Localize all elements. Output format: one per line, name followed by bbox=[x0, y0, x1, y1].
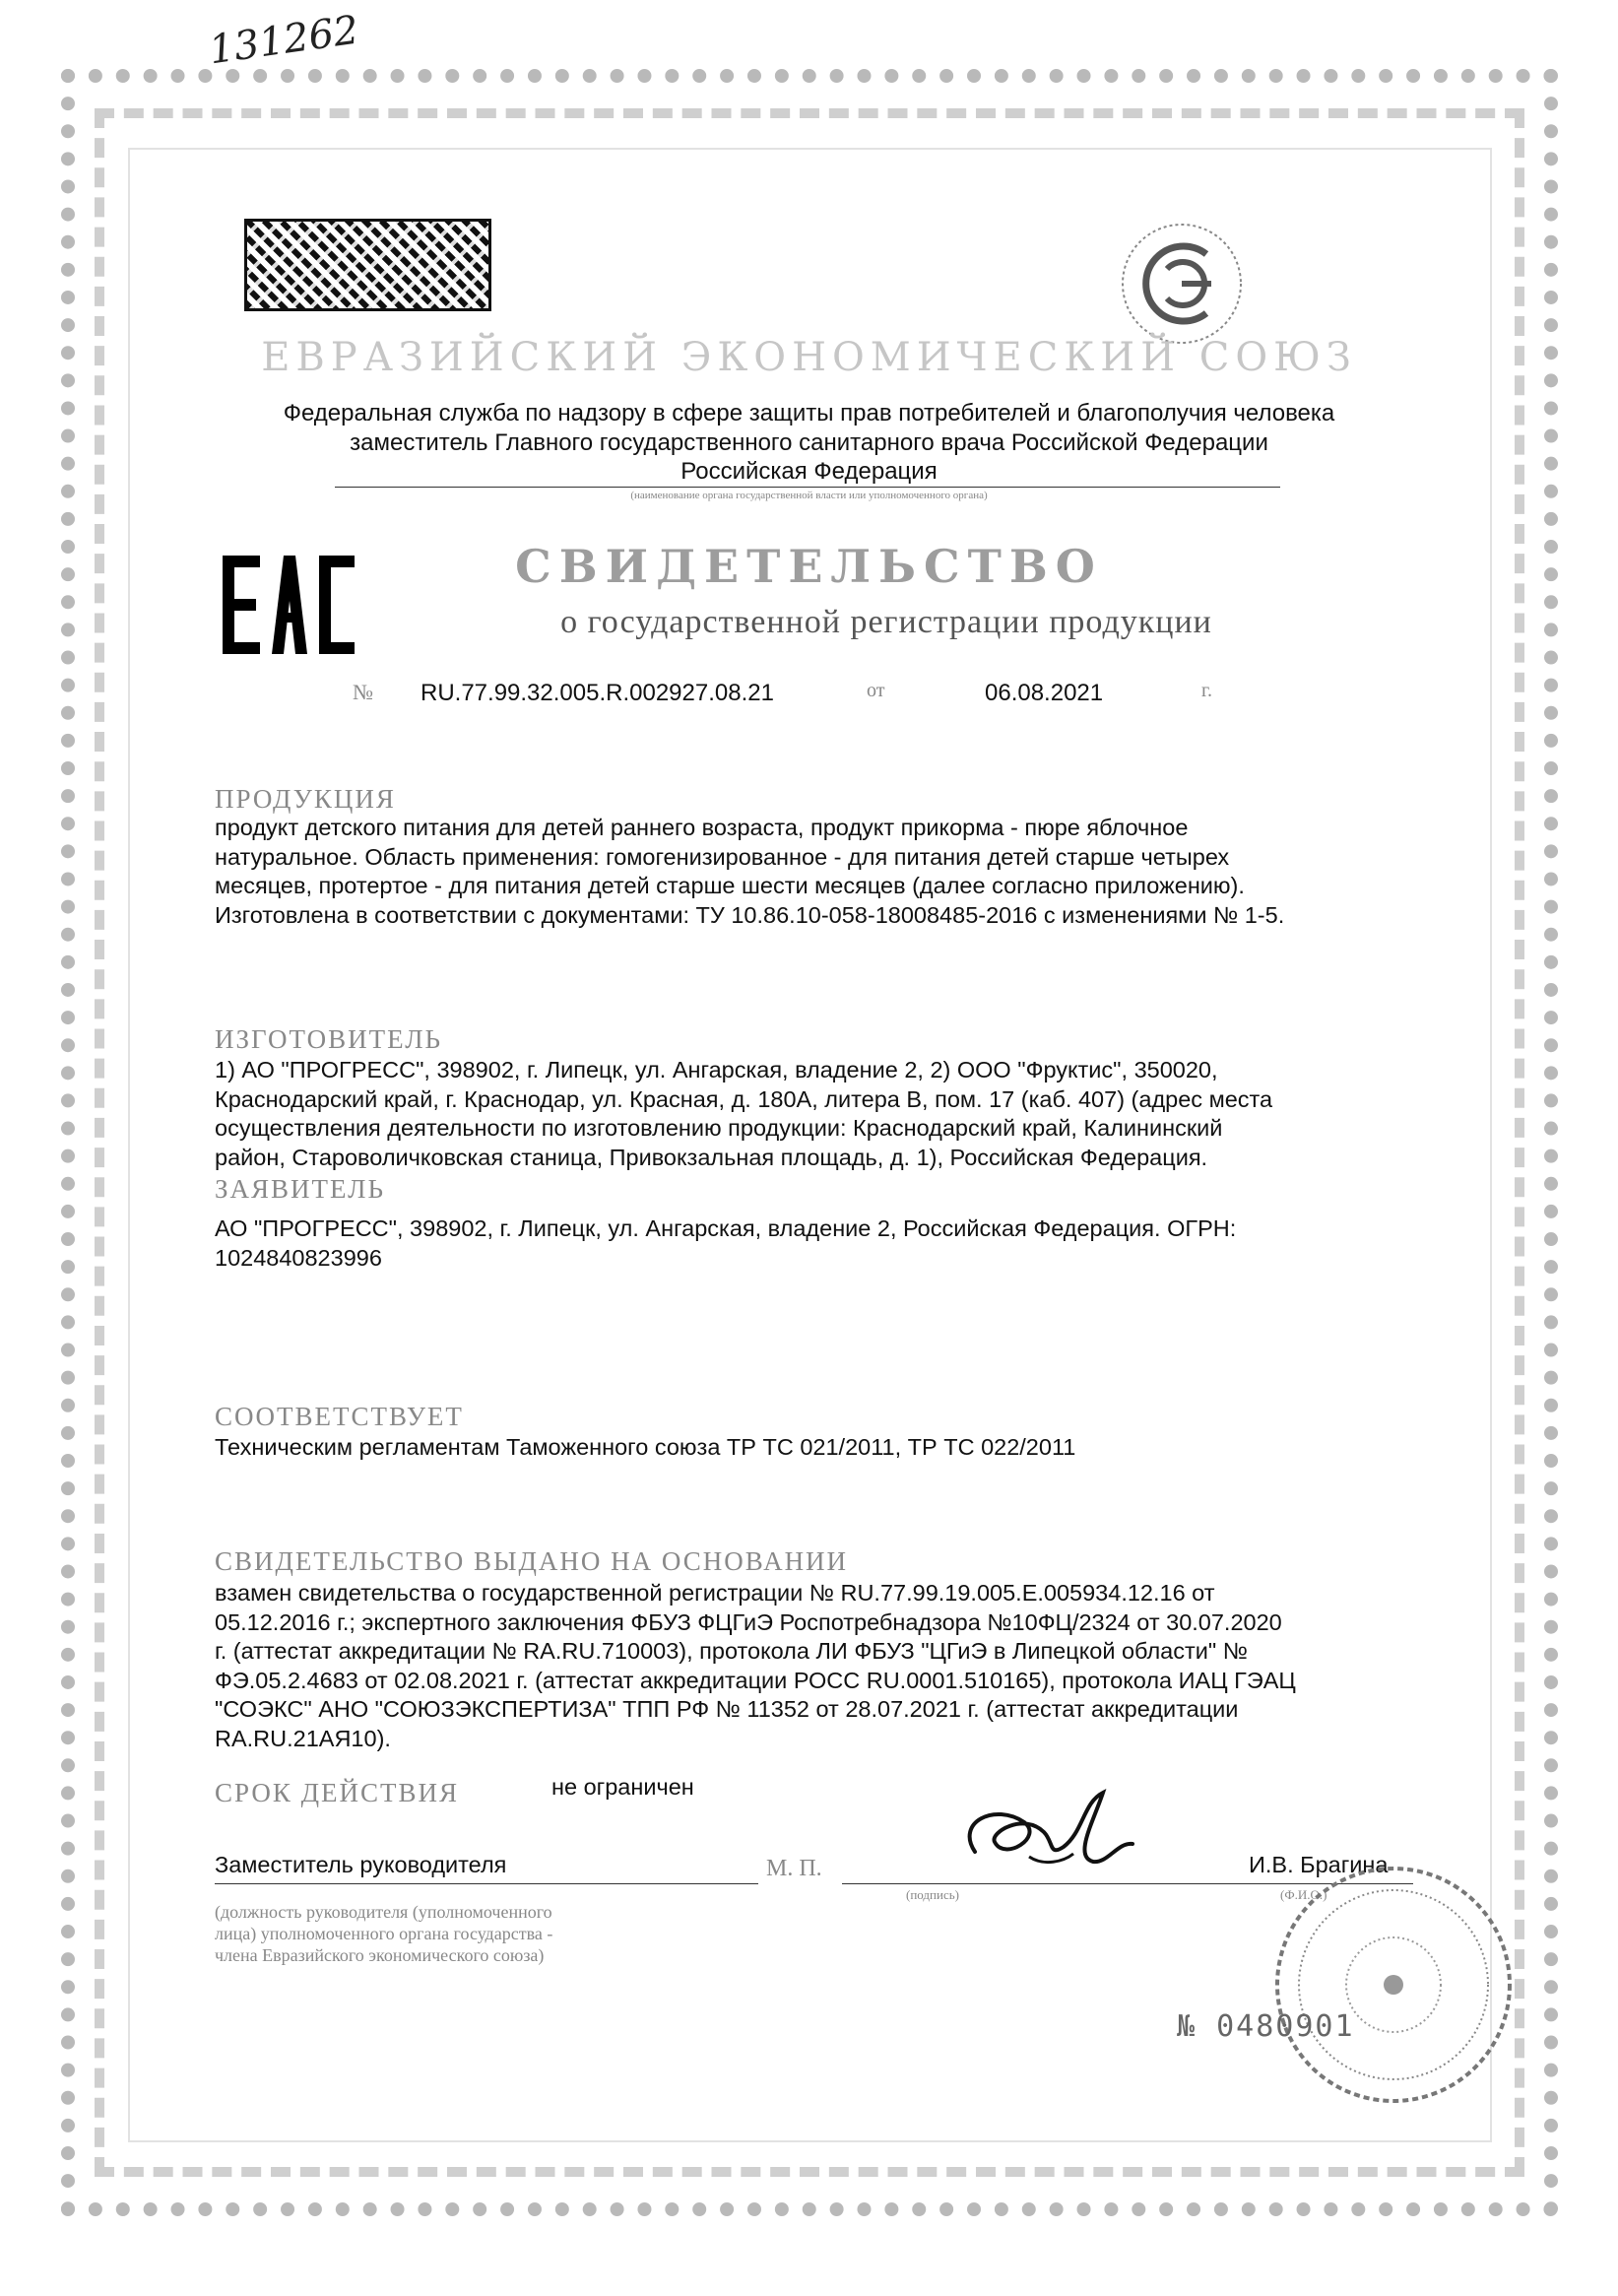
handwritten-note: 131262 bbox=[206, 7, 362, 74]
number-label: № bbox=[353, 680, 373, 704]
signer-caption: (Ф.И.О.) bbox=[1280, 1887, 1327, 1902]
section-title-validity: СРОК ДЕЙСТВИЯ bbox=[215, 1778, 460, 1807]
section-title-manufacturer: ИЗГОТОВИТЕЛЬ bbox=[215, 1024, 443, 1054]
header-rule bbox=[335, 487, 1280, 488]
agency-line-2: заместитель Главного государственного санитарного врача Российской Федерации bbox=[350, 429, 1268, 456]
country-name: Российская Федерация bbox=[680, 458, 938, 485]
header-caption: (наименование органа государственной власти или уполномоченного органа) bbox=[630, 490, 988, 501]
conforms-text: Техническим регламентам Таможенного союза ТР ТС 021/2011, ТР ТС 022/2011 bbox=[215, 1434, 1076, 1460]
year-suffix: г. bbox=[1201, 680, 1212, 701]
section-title-conforms: СООТВЕТСТВУЕТ bbox=[215, 1402, 464, 1431]
signer-name: И.В. Брагина bbox=[1249, 1852, 1389, 1877]
applicant-text: АО "ПРОГРЕСС", 398902, г. Липецк, ул. Ангарская, владение 2, Российская Федерация. ОГРН: 1024840823996 bbox=[215, 1215, 1237, 1271]
mp-label: М. П. bbox=[766, 1856, 822, 1881]
certificate-number: RU.77.99.32.005.R.002927.08.21 bbox=[421, 680, 774, 706]
section-title-basis: СВИДЕТЕЛЬСТВО ВЫДАНО НА ОСНОВАНИИ bbox=[215, 1546, 849, 1576]
agency-line-1: Федеральная служба по надзору в сфере защиты прав потребителей и благополучия человека bbox=[283, 400, 1335, 426]
certificate-date: 06.08.2021 bbox=[985, 680, 1104, 706]
basis-text: взамен свидетельства о государственной регистрации № RU.77.99.19.005.Е.005934.12.16 от 05.12.2016 г.; экспертного заключения ФБУЗ ФЦГиЭ Роспотребнадзора №10ФЦ/2324 от 30.07.2020 г. (аттестат аккредитации № RA.RU.710003), протокола ЛИ ФБУЗ "ЦГиЭ в Липецкой области" № ФЭ.05.2.4683 от 02.08.2021 г. (аттестат аккредитации РОСС RU.0001.510165), протокола ИАЦ ГЭАЦ "СОЭКС" АНО "СОЮЗЭКСПЕРТИЗА" ТПП РФ № 11352 от 28.07.2021 г. (аттестат аккредитации RA.RU.21АЯ10). bbox=[215, 1580, 1296, 1751]
form-number: № 0480901 bbox=[1177, 2009, 1355, 2044]
section-title-applicant: ЗАЯВИТЕЛЬ bbox=[215, 1174, 385, 1204]
date-label: от bbox=[867, 680, 885, 701]
certificate-subtitle: о государственной регистрации продукции bbox=[560, 604, 1212, 640]
position-caption: (должность руководителя (уполномоченного лица) уполномоченного органа государства - члена Евразийского экономического союза) bbox=[215, 1902, 553, 1965]
signer-position: Заместитель руководителя bbox=[215, 1852, 507, 1877]
manufacturer-text: 1) АО "ПРОГРЕСС", 398902, г. Липецк, ул. Ангарская, владение 2, 2) ООО "Фруктис", 350020, Краснодарский край, г. Краснодар, ул. Красная, д. 180А, литера В, пом. 17 (каб. 407) (адрес места осуществления деятельности по изготовлению продукции: Краснодарский край, Калининский район, Староволичковская станица, Привокзальная площадь, д. 1), Российская Федерация. bbox=[215, 1057, 1273, 1170]
certificate-title: СВИДЕТЕЛЬСТВО bbox=[515, 540, 1103, 593]
union-title: ЕВРАЗИЙСКИЙ ЭКОНОМИЧЕСКИЙ СОЮЗ bbox=[261, 335, 1357, 380]
position-rule bbox=[215, 1883, 758, 1884]
security-pattern bbox=[244, 219, 491, 311]
signature-caption: (подпись) bbox=[906, 1887, 959, 1902]
handwritten-signature bbox=[936, 1763, 1152, 1901]
eaeu-emblem-icon bbox=[1113, 215, 1251, 353]
product-text: продукт детского питания для детей раннего возраста, продукт прикорма - пюре яблочное натуральное. Область применения: гомогенизированное - для питания детей старше четырех месяцев, протертое - для питания детей старше шести месяцев (далее согласно приложению). Изготовлена в соответствии с документами: ТУ 10.86.10-058-18008485-2016 с изменениями № 1-5. bbox=[215, 815, 1285, 928]
official-seal-stamp bbox=[1270, 1862, 1517, 2108]
validity-value: не ограничен bbox=[551, 1774, 694, 1800]
section-title-product: ПРОДУКЦИЯ bbox=[215, 784, 396, 814]
